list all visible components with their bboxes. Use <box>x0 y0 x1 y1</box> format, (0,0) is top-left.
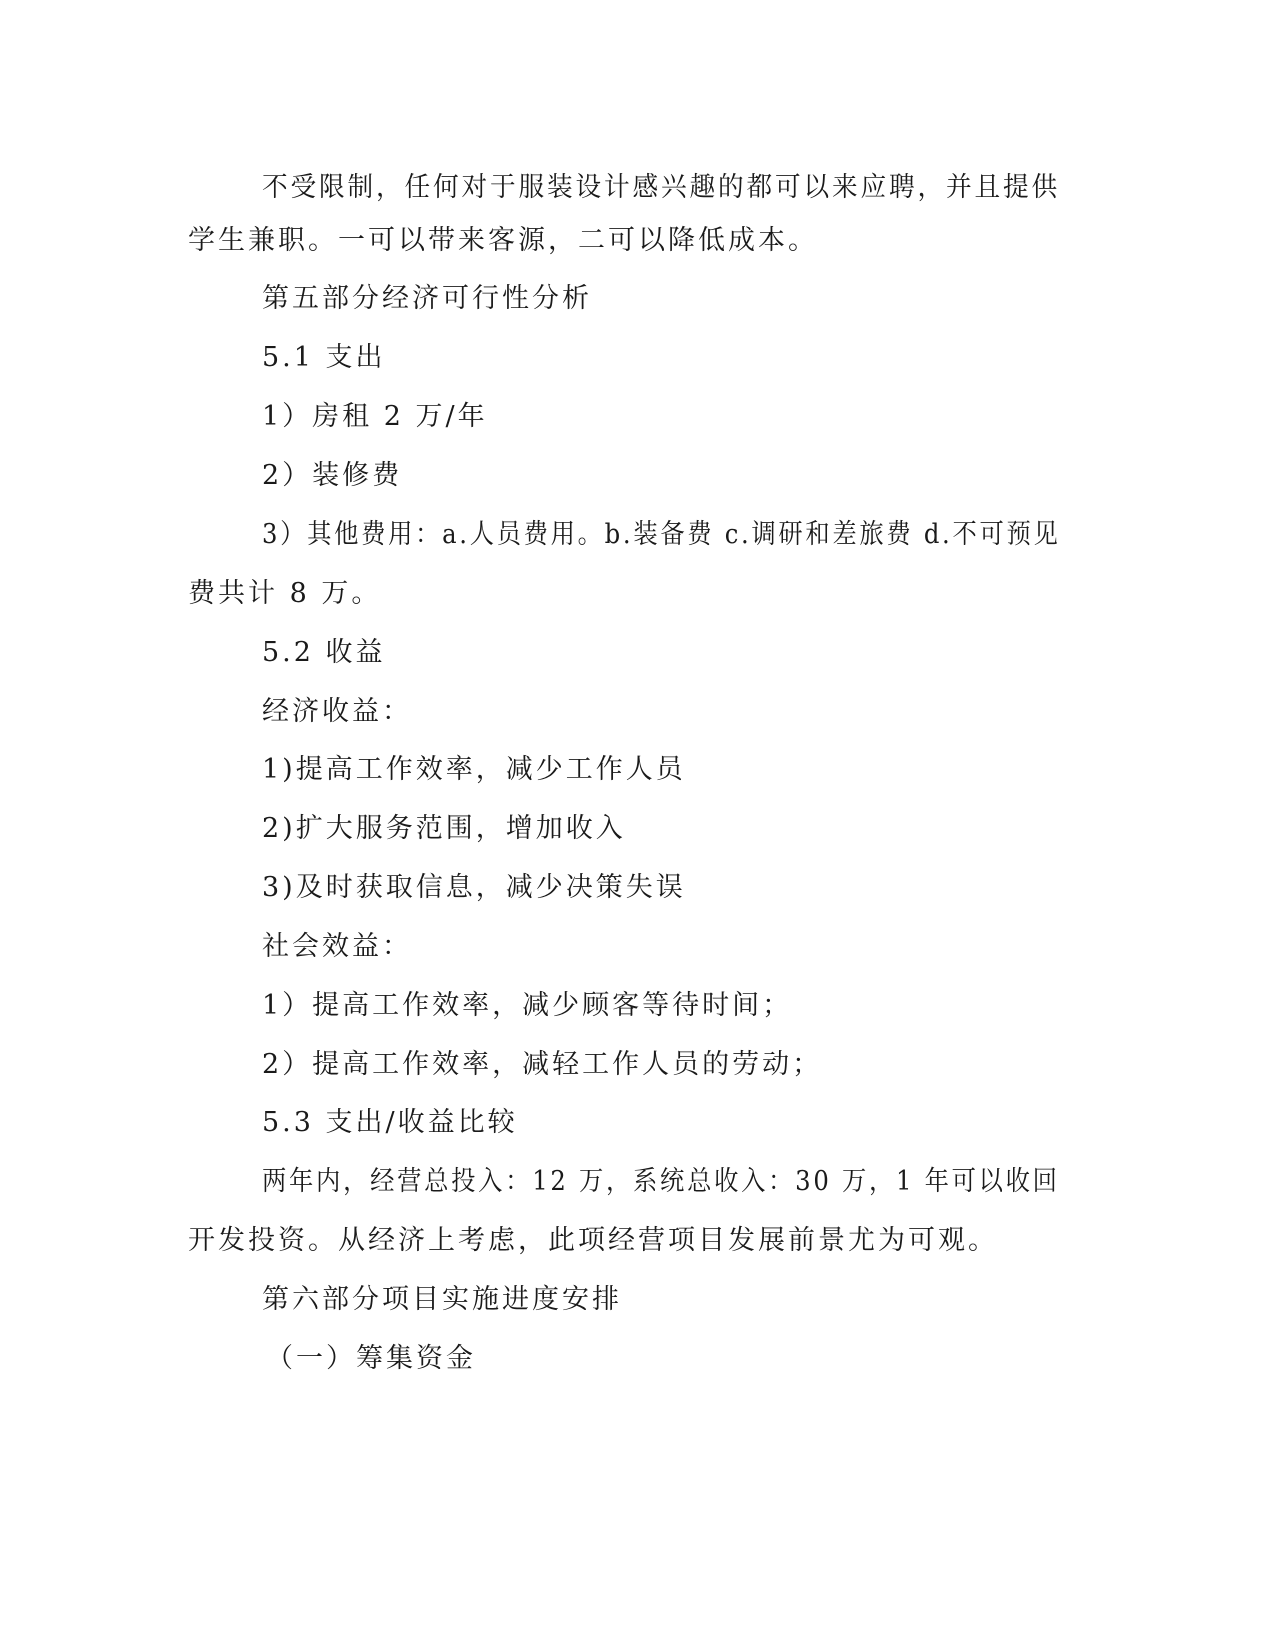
subsection-heading: 5.3 支出/收益比较 <box>262 1107 518 1138</box>
list-item: 3）其他费用：a.人员费用。b.装备费 c.调研和差旅费 d.不可预见 <box>262 519 1061 550</box>
list-item: 2）提高工作效率，减轻工作人员的劳动； <box>262 1049 823 1080</box>
section-heading: 第五部分经济可行性分析 <box>262 283 592 314</box>
list-item: 2)扩大服务范围，增加收入 <box>262 813 626 844</box>
paragraph-line: 两年内，经营总投入：12 万，系统总收入：30 万，1 年可以收回 <box>262 1166 1060 1197</box>
list-item: 1）提高工作效率，减少顾客等待时间； <box>262 990 793 1021</box>
section-heading: 第六部分项目实施进度安排 <box>262 1284 622 1315</box>
subsection-heading: 5.1 支出 <box>262 342 386 373</box>
list-item: 3)及时获取信息，减少决策失误 <box>262 872 686 903</box>
list-item: 2）装修费 <box>262 460 403 491</box>
list-item: 1）房租 2 万/年 <box>262 401 488 432</box>
paragraph-line: 学生兼职。一可以带来客源，二可以降低成本。 <box>188 225 818 256</box>
list-item: （一）筹集资金 <box>266 1343 476 1374</box>
paragraph-line: 开发投资。从经济上考虑，此项经营项目发展前景尤为可观。 <box>188 1225 998 1256</box>
paragraph-line: 费共计 8 万。 <box>188 578 382 609</box>
subsection-heading: 5.2 收益 <box>262 637 386 668</box>
paragraph-line: 社会效益： <box>262 931 412 962</box>
paragraph-line: 经济收益： <box>262 696 412 727</box>
paragraph-line: 不受限制，任何对于服装设计感兴趣的都可以来应聘，并且提供 <box>262 172 1060 203</box>
list-item: 1)提高工作效率，减少工作人员 <box>262 754 686 785</box>
